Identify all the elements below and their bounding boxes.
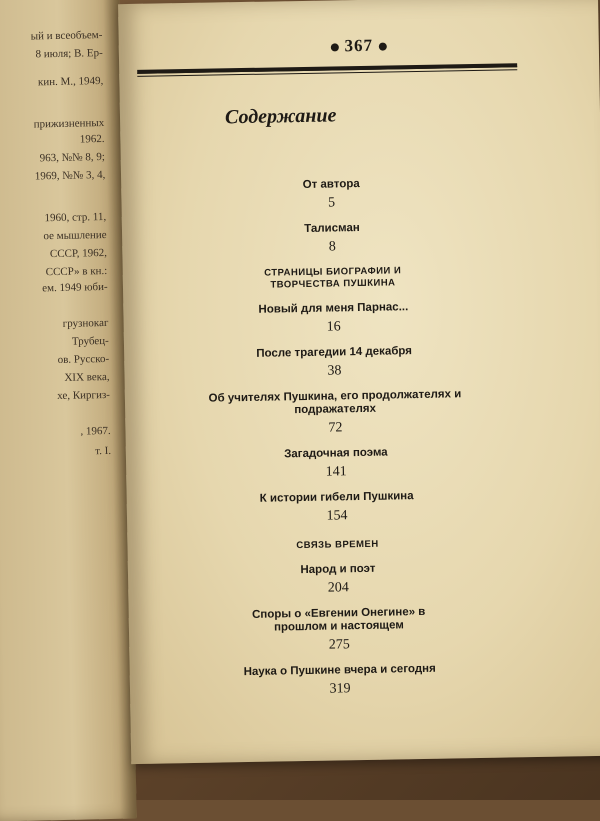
left-page-line: , 1967. — [80, 424, 111, 438]
left-page-line: 1960, стр. 11, — [44, 210, 107, 225]
toc-entry-page: 154 — [326, 508, 348, 524]
left-page-line: ое мышление — [43, 228, 107, 243]
left-page-line: 1962. — [79, 132, 105, 146]
toc-entry-page: 16 — [326, 319, 341, 335]
toc-entry-title: Об учителях Пушкина, его продолжателях и подражателях — [208, 388, 462, 417]
page-number-header — [119, 32, 599, 60]
left-page-line: ов. Русско- — [57, 352, 110, 367]
left-page-line: прижизненных — [33, 116, 105, 131]
toc-entry-page: 141 — [325, 464, 347, 480]
left-page-line: грузнокаг — [62, 316, 109, 330]
toc-entry-title: Споры о «Евгении Онегине» в прошлом и настоящем — [251, 605, 426, 634]
left-page-line: ем. 1949 юби- — [42, 280, 108, 295]
toc-entry-page: 8 — [328, 239, 336, 255]
toc-entry-page: 275 — [328, 637, 350, 653]
toc-entry-page: 72 — [328, 420, 343, 436]
toc-entry-page: 38 — [327, 363, 342, 379]
toc-entry-title: Новый для меня Парнас... — [258, 301, 409, 316]
page-title: Содержание — [224, 104, 337, 129]
toc-entry-page: 319 — [329, 681, 351, 697]
left-page-line: хе, Киргиз- — [57, 388, 111, 403]
toc-entry-page: 204 — [327, 580, 349, 596]
left-page-line: 1969, №№ 3, 4, — [34, 168, 106, 183]
table-of-contents — [141, 175, 530, 712]
left-page-line: 963, №№ 8, 9; — [39, 150, 106, 165]
toc-entry-title: К истории гибели Пушкина — [259, 490, 414, 505]
page-number: 367 — [344, 35, 374, 56]
left-page-line: кин. М., 1949, — [37, 75, 104, 89]
left-page-line: 8 июля; В. Ер- — [35, 47, 103, 61]
toc-section-heading: СВЯЗЬ ВРЕМЕН — [296, 538, 379, 552]
toc-entry-title: От автора — [302, 177, 360, 191]
toc-entry-title: Наука о Пушкине вчера и сегодня — [243, 662, 436, 679]
left-page-line: ый и всеобъем- — [30, 29, 103, 43]
left-page-line: т. I. — [95, 444, 112, 458]
right-page — [118, 0, 600, 764]
toc-section-heading: СТРАНИЦЫ БИОГРАФИИ И ТВОРЧЕСТВА ПУШКИНА — [264, 265, 402, 291]
bullet-icon — [379, 43, 387, 51]
toc-entry-title: Народ и поэт — [300, 562, 376, 577]
toc-entry-title: Талисман — [304, 222, 360, 235]
toc-entry-page: 5 — [327, 195, 336, 211]
left-page-line: СССР» в кн.: — [45, 264, 108, 279]
left-page — [0, 0, 137, 821]
left-page-line: Трубец- — [71, 334, 109, 348]
left-page-line: XIX века, — [64, 370, 110, 384]
bullet-icon — [331, 43, 339, 51]
toc-entry-title: Загадочная поэма — [284, 446, 388, 461]
left-page-line: СССР, 1962, — [49, 246, 108, 261]
toc-entry-title: После трагедии 14 декабря — [256, 345, 413, 360]
